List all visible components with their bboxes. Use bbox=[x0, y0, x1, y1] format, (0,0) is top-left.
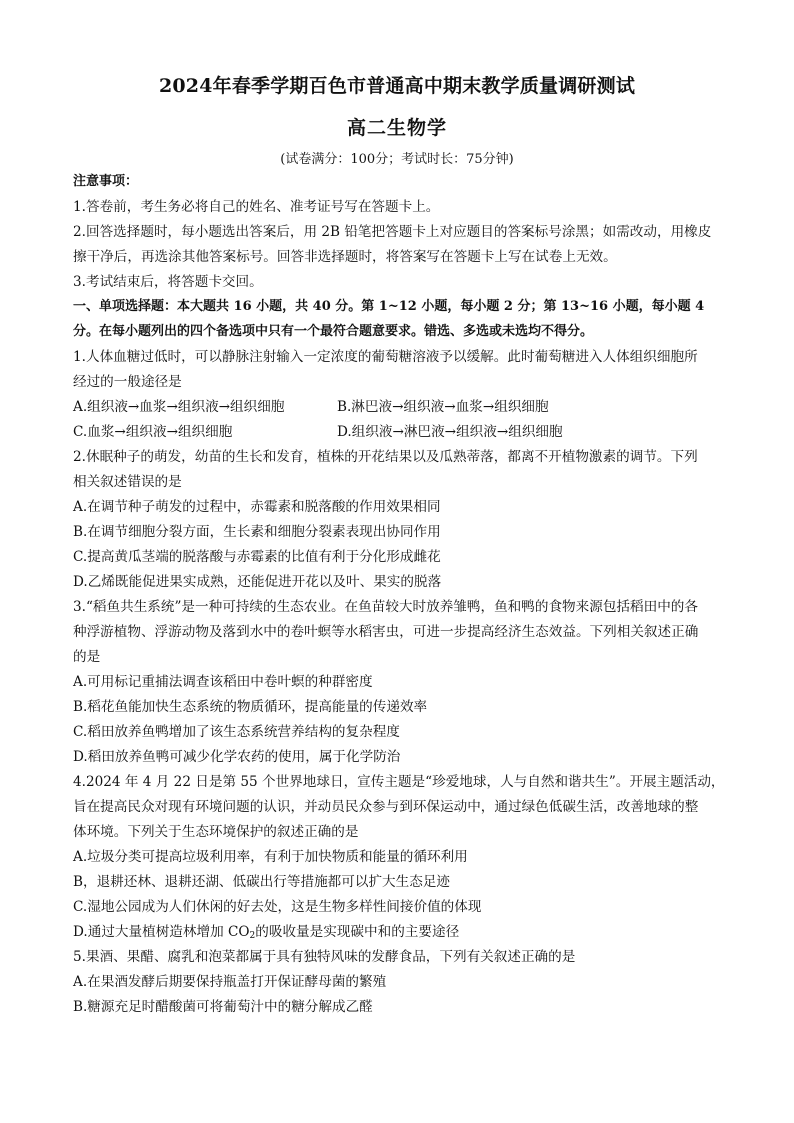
option-d-text-rest: 的吸收量是实现碳中和的主要途径 bbox=[255, 924, 460, 940]
question-stem: 经过的一般途径是 bbox=[73, 374, 182, 390]
question-stem: 种浮游植物、浮游动物及落到水中的卷叶螟等水稻害虫，可进一步提高经济生态效益。下列相关叙述正确 bbox=[73, 624, 699, 640]
option-c: C.稻田放养鱼鸭增加了该生态系统营养结构的复杂程度 bbox=[73, 724, 400, 740]
option-c: C.血浆→组织液→组织细胞 bbox=[73, 424, 233, 440]
question-stem: 体环境。下列关于生态环境保护的叙述正确的是 bbox=[73, 824, 359, 840]
option-d bbox=[73, 923, 729, 945]
option-c: C.提高黄瓜茎端的脱落酸与赤霉素的比值有利于分化形成雌花 bbox=[73, 549, 441, 565]
option-d: D.乙烯既能促进果实成熟，还能促进开花以及叶、果实的脱落 bbox=[73, 574, 442, 590]
option-b: B.糖源充足时醋酸菌可将葡萄汁中的糖分解成乙醛 bbox=[73, 999, 373, 1015]
co2-subscript: 2 bbox=[249, 931, 256, 941]
option-a: A.垃圾分类可提高垃圾利用率，有利于加快物质和能量的循环利用 bbox=[73, 849, 468, 865]
option-b: B.在调节细胞分裂方面，生长素和细胞分裂素表现出协同作用 bbox=[73, 524, 441, 540]
question-stem: 相关叙述错误的是 bbox=[73, 474, 182, 490]
exam-meta: (试卷满分：100分；考试时长：75分钟) bbox=[280, 152, 514, 167]
section-heading: 分。在每小题列出的四个备选项中只有一个最符合题意要求。错选、多选或未选均不得分。 bbox=[73, 324, 594, 339]
option-b: B.稻花鱼能加快生态系统的物质循环，提高能量的传递效率 bbox=[73, 699, 428, 715]
option-a: A.可用标记重捕法调查该稻田中卷叶螟的种群密度 bbox=[73, 674, 373, 690]
exam-title: 2024年春季学期百色市普通高中期末教学质量调研测试 bbox=[158, 75, 636, 97]
question-stem: 5.果酒、果醋、腐乳和泡菜都属于具有独特风味的发酵食品，下列有关叙述正确的是 bbox=[73, 949, 576, 965]
notice-item: 2.回答选择题时，每小题选出答案后，用 2B 铅笔把答题卡上对应题目的答案标号涂黑；如需改动，用橡皮 bbox=[73, 224, 712, 240]
question-stem: 旨在提高民众对现有环境问题的认识，并动员民众参与到环保运动中，通过绿色低碳生活，改善地球的整 bbox=[73, 799, 699, 815]
question-stem: 3.“稻鱼共生系统”是一种可持续的生态农业。在鱼苗较大时放养雏鸭，鱼和鸭的食物来源包括稻田中的各 bbox=[73, 599, 698, 615]
option-d-text: D.通过大量植树造林增加 CO bbox=[73, 924, 250, 940]
question-stem: 1.人体血糖过低时，可以静脉注射输入一定浓度的葡萄糖溶液予以缓解。此时葡萄糖进入人体组织细胞所 bbox=[73, 349, 698, 365]
option-a: A.在果酒发酵后期要保持瓶盖打开保证酵母菌的繁殖 bbox=[73, 974, 387, 990]
option-d: D.稻田放养鱼鸭可减少化学农药的使用，属于化学防治 bbox=[73, 749, 401, 765]
notice-heading: 注意事项： bbox=[73, 174, 139, 189]
notice-item: 1.答卷前，考生务必将自己的姓名、准考证号写在答题卡上。 bbox=[73, 199, 440, 215]
question-stem: 的是 bbox=[73, 649, 101, 665]
option-b: B.淋巴液→组织液→血浆→组织细胞 bbox=[337, 399, 549, 415]
option-b: B，退耕还林、退耕还湖、低碳出行等措施都可以扩大生态足迹 bbox=[73, 874, 451, 890]
notice-item: 擦干净后，再选涂其他答案标号。回答非选择题时，将答案写在答题卡上写在试卷上无效。 bbox=[73, 249, 617, 265]
option-c: C.湿地公园成为人们休闲的好去处，这是生物多样性间接价值的体现 bbox=[73, 899, 482, 915]
question-stem: 2.休眠种子的萌发，幼苗的生长和发育，植株的开花结果以及瓜熟蒂落，都离不开植物激素的调节。下列 bbox=[73, 449, 698, 465]
question-stem: 4.2024 年 4 月 22 日是第 55 个世界地球日，宣传主题是“珍爱地球，人与自然和谐共生”。开展主题活动， bbox=[73, 774, 725, 790]
option-d: D.组织液→淋巴液→组织液→组织细胞 bbox=[337, 424, 563, 440]
subject-title: 高二生物学 bbox=[346, 117, 447, 139]
option-a: A.组织液→血浆→组织液→组织细胞 bbox=[73, 399, 285, 415]
option-a: A.在调节种子萌发的过程中，赤霉素和脱落酸的作用效果相同 bbox=[73, 499, 441, 515]
notice-item: 3.考试结束后，将答题卡交回。 bbox=[73, 274, 263, 290]
section-heading: 一、单项选择题：本大题共 16 小题，共 40 分。第 1~12 小题，每小题 2 分；第 13~16 小题，每小题 4 bbox=[73, 299, 705, 314]
